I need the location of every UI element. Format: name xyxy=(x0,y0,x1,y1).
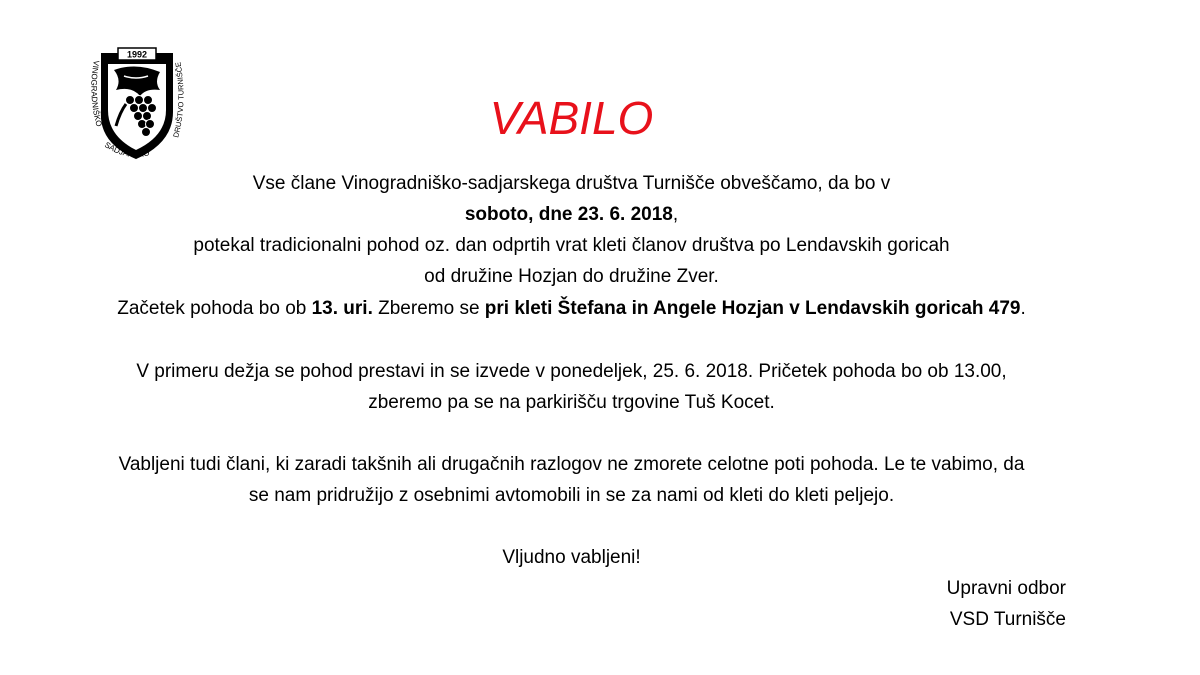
logo-ring-text-bottom: SADJARSKO xyxy=(102,140,151,160)
p1-line-1: Vse člane Vinogradniško-sadjarskega društva Turnišče obveščamo, da bo v xyxy=(252,173,891,194)
logo-year: 1992 xyxy=(126,49,148,60)
logo-ring-text-left: VINOGRADNIŠKO xyxy=(89,59,104,128)
logo-ring-text-right: DRUŠTVO TURNIŠČE xyxy=(171,61,186,139)
meeting-place: pri kleti Štefana in Angele Hozjan v Lendavskih goricah 479 xyxy=(484,298,1021,319)
start-text: Začetek pohoda bo ob xyxy=(117,298,312,319)
closing-greeting: Vljudno vabljeni! xyxy=(502,547,641,568)
p1-line-4: od družine Hozjan do družine Zver. xyxy=(424,266,719,287)
p3-line-2: se nam pridružijo z osebnimi avtomobili in se za nami od kleti do kleti peljejo. xyxy=(248,485,895,506)
p2-line-2: zberemo pa se na parkirišču trgovine Tuš Kocet. xyxy=(368,392,775,413)
start-time: 13. uri. xyxy=(311,298,373,319)
meeting-tail: . xyxy=(1020,298,1026,319)
p1-line-2 xyxy=(0,202,1143,228)
p3-line-1: Vabljeni tudi člani, ki zaradi takšnih ali drugačnih razlogov ne zmorete celotne poti pohoda. Le te vabimo, da xyxy=(118,454,1025,475)
p2-line-1: V primeru dežja se pohod prestavi in se izvede v ponedeljek, 25. 6. 2018. Pričetek pohoda bo ob 13.00, xyxy=(136,361,1007,382)
meeting-text: Zberemo se xyxy=(372,298,485,319)
p1-line-3: potekal tradicionalni pohod oz. dan odprtih vrat kleti članov društva po Lendavskih goricah xyxy=(193,235,950,256)
event-date: soboto, dne 23. 6. 2018 xyxy=(464,204,673,225)
invitation-title: VABILO xyxy=(489,92,654,144)
event-date-tail: , xyxy=(672,204,679,225)
p1-line-5 xyxy=(0,296,1143,322)
signature-line-2: VSD Turnišče xyxy=(949,609,1066,630)
signature-line-1: Upravni odbor xyxy=(946,578,1066,599)
